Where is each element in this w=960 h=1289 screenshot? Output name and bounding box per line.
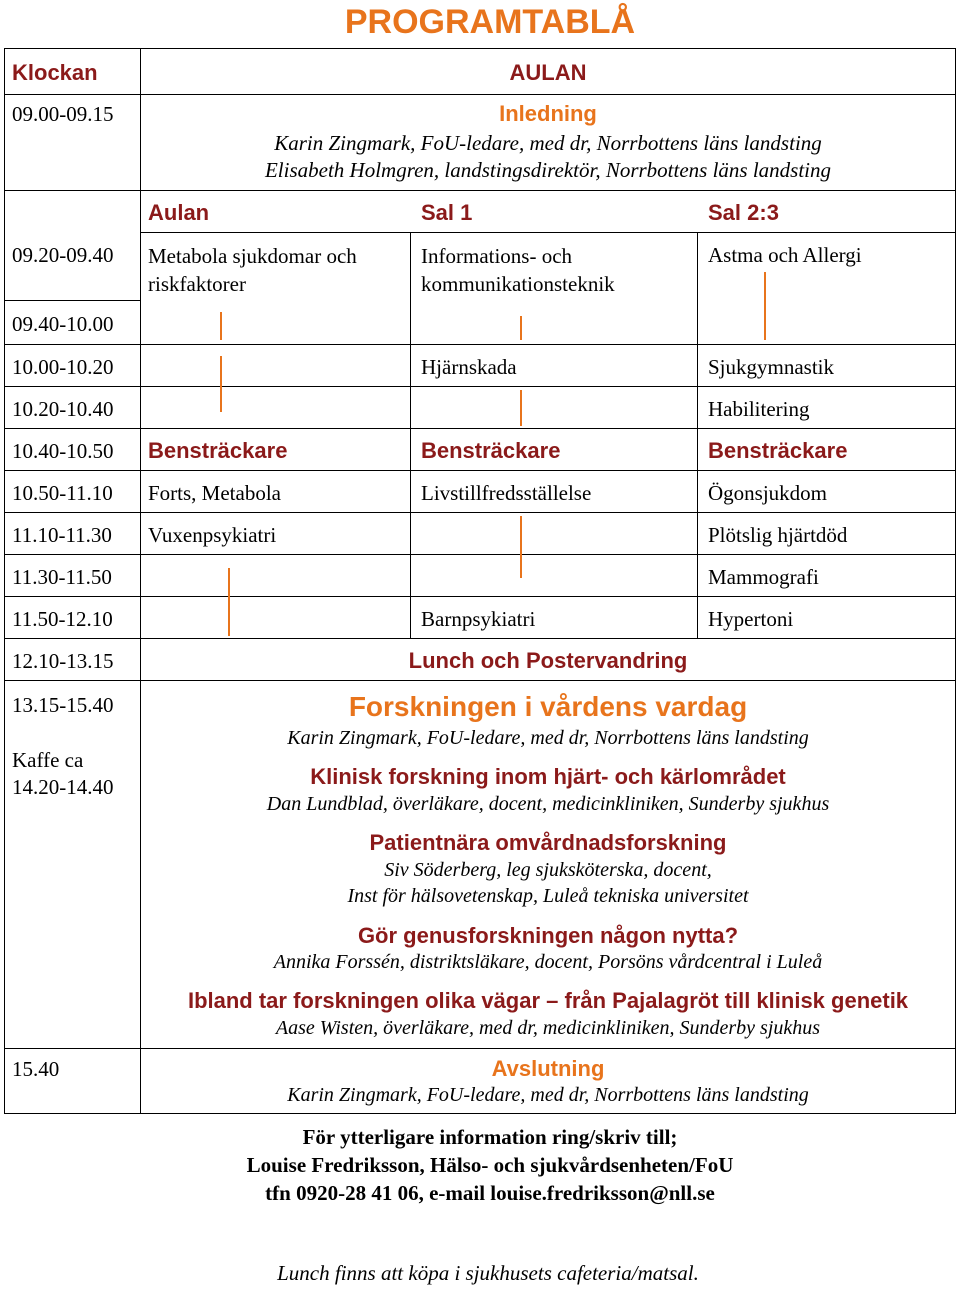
session-aulan: Vuxenpsykiatri (148, 523, 277, 547)
row-divider (4, 1048, 956, 1049)
talk-speaker: Annika Forssén, distriktsläkare, docent, Porsöns vårdcentral i Luleå (273, 951, 823, 973)
row-divider (4, 470, 956, 471)
row-divider (4, 554, 956, 555)
session-sal-2-3: Ögonsjukdom (708, 481, 828, 505)
talk-title: Patientnära omvårdnadsforskning (369, 830, 727, 855)
session-sal-2-3: Bensträckare (708, 438, 848, 463)
row-divider (4, 428, 956, 429)
continuation-bar (220, 356, 222, 412)
room-sal-2-3: Sal 2:3 (708, 200, 779, 225)
time-cell: 11.30-11.50 (12, 565, 112, 589)
row-divider (4, 300, 140, 301)
time-cell: 09.40-10.00 (12, 312, 114, 336)
session-aulan: Bensträckare (148, 438, 288, 463)
continuation-bar (220, 312, 222, 340)
time-cell: 09.00-09.15 (12, 102, 114, 126)
page-title: PROGRAMTABLÅ (344, 3, 636, 41)
continuation-bar (764, 272, 766, 340)
session-sal-2-3: Plötslig hjärtdöd (708, 523, 848, 547)
coffee-time: 14.20-14.40 (12, 775, 114, 799)
time-cell: 13.15-15.40 (12, 693, 114, 717)
session-sal-1: Hjärnskada (421, 355, 517, 379)
talk-title: Gör genusforskningen någon nytta? (357, 923, 739, 948)
intro-speaker: Karin Zingmark, FoU-ledare, med dr, Norrbottens läns landsting (274, 131, 822, 155)
coffee-label: Kaffe ca (12, 748, 84, 772)
session-sal-2-3: Astma och Allergi (708, 243, 862, 267)
intro-heading: Inledning (499, 101, 597, 126)
row-divider (4, 638, 956, 639)
closing-heading: Avslutning (491, 1056, 605, 1081)
talk-speaker: Dan Lundblad, överläkare, docent, medicinkliniken, Sunderby sjukhus (266, 793, 830, 815)
row-divider (4, 680, 956, 681)
closing-speaker: Karin Zingmark, FoU-ledare, med dr, Norrbottens läns landsting (287, 1084, 809, 1106)
talk-title: Klinisk forskning inom hjärt- och kärlområdet (310, 764, 786, 789)
session-sal-1: Barnpsykiatri (421, 607, 536, 631)
column-divider (697, 232, 698, 638)
header-time-label: Klockan (12, 60, 98, 85)
continuation-bar (228, 568, 230, 636)
time-cell: 11.50-12.10 (12, 607, 113, 631)
row-divider (4, 190, 956, 191)
talk-speaker: Siv Söderberg, leg sjuksköterska, docent, (384, 859, 712, 881)
intro-speaker: Elisabeth Holmgren, landstingsdirektör, Norrbottens läns landsting (264, 158, 832, 182)
session-sal-2-3: Mammografi (708, 565, 819, 589)
afternoon-heading: Forskningen i vårdens vardag (348, 691, 748, 722)
row-divider (4, 344, 956, 345)
session-sal-2-3: Habilitering (708, 397, 810, 421)
session-sal-1: Informations- och kommunikationsteknik (421, 244, 615, 296)
footer-note: Lunch finns att köpa i sjukhusets cafeteria/matsal. (277, 1261, 699, 1285)
contact-line: För ytterligare information ring/skriv till; (302, 1125, 678, 1149)
time-cell: 10.40-10.50 (12, 439, 114, 463)
row-divider (4, 596, 956, 597)
time-cell: 10.50-11.10 (12, 481, 113, 505)
row-divider (140, 232, 956, 233)
time-cell: 09.20-09.40 (12, 243, 114, 267)
session-sal-1: Bensträckare (421, 438, 561, 463)
talk-speaker: Aase Wisten, överläkare, med dr, medicinkliniken, Sunderby sjukhus (275, 1017, 821, 1039)
session-aulan: Metabola sjukdomar och riskfaktorer (148, 244, 357, 296)
continuation-bar (520, 390, 522, 426)
row-divider (4, 94, 956, 95)
room-sal-1: Sal 1 (421, 200, 473, 225)
continuation-bar (520, 516, 522, 578)
column-divider (410, 232, 411, 638)
time-cell: 10.20-10.40 (12, 397, 114, 421)
time-cell: 15.40 (12, 1057, 60, 1081)
session-sal-2-3: Sjukgymnastik (708, 355, 835, 379)
talk-speaker: Inst för hälsovetenskap, Luleå tekniska universitet (347, 885, 749, 907)
row-divider (4, 512, 956, 513)
afternoon-heading-speaker: Karin Zingmark, FoU-ledare, med dr, Norrbottens läns landsting (287, 727, 809, 749)
time-cell: 11.10-11.30 (12, 523, 112, 547)
contact-line: tfn 0920-28 41 06, e-mail louise.fredriksson@nll.se (265, 1181, 715, 1205)
time-cell: 12.10-13.15 (12, 649, 114, 673)
row-divider (4, 386, 956, 387)
room-aulan: Aulan (148, 200, 210, 225)
header-venue-label: AULAN (509, 60, 587, 85)
session-sal-1: Livstillfredsställelse (421, 481, 592, 505)
session-sal-2-3: Hypertoni (708, 607, 794, 631)
time-cell: 10.00-10.20 (12, 355, 114, 379)
talk-title: Ibland tar forskningen olika vägar – från Pajalagröt till klinisk genetik (187, 988, 909, 1013)
contact-line: Louise Fredriksson, Hälso- och sjukvårdsenheten/FoU (246, 1153, 734, 1177)
session-aulan: Forts, Metabola (148, 481, 281, 505)
lunch-label: Lunch och Postervandring (408, 648, 688, 673)
continuation-bar (520, 316, 522, 340)
